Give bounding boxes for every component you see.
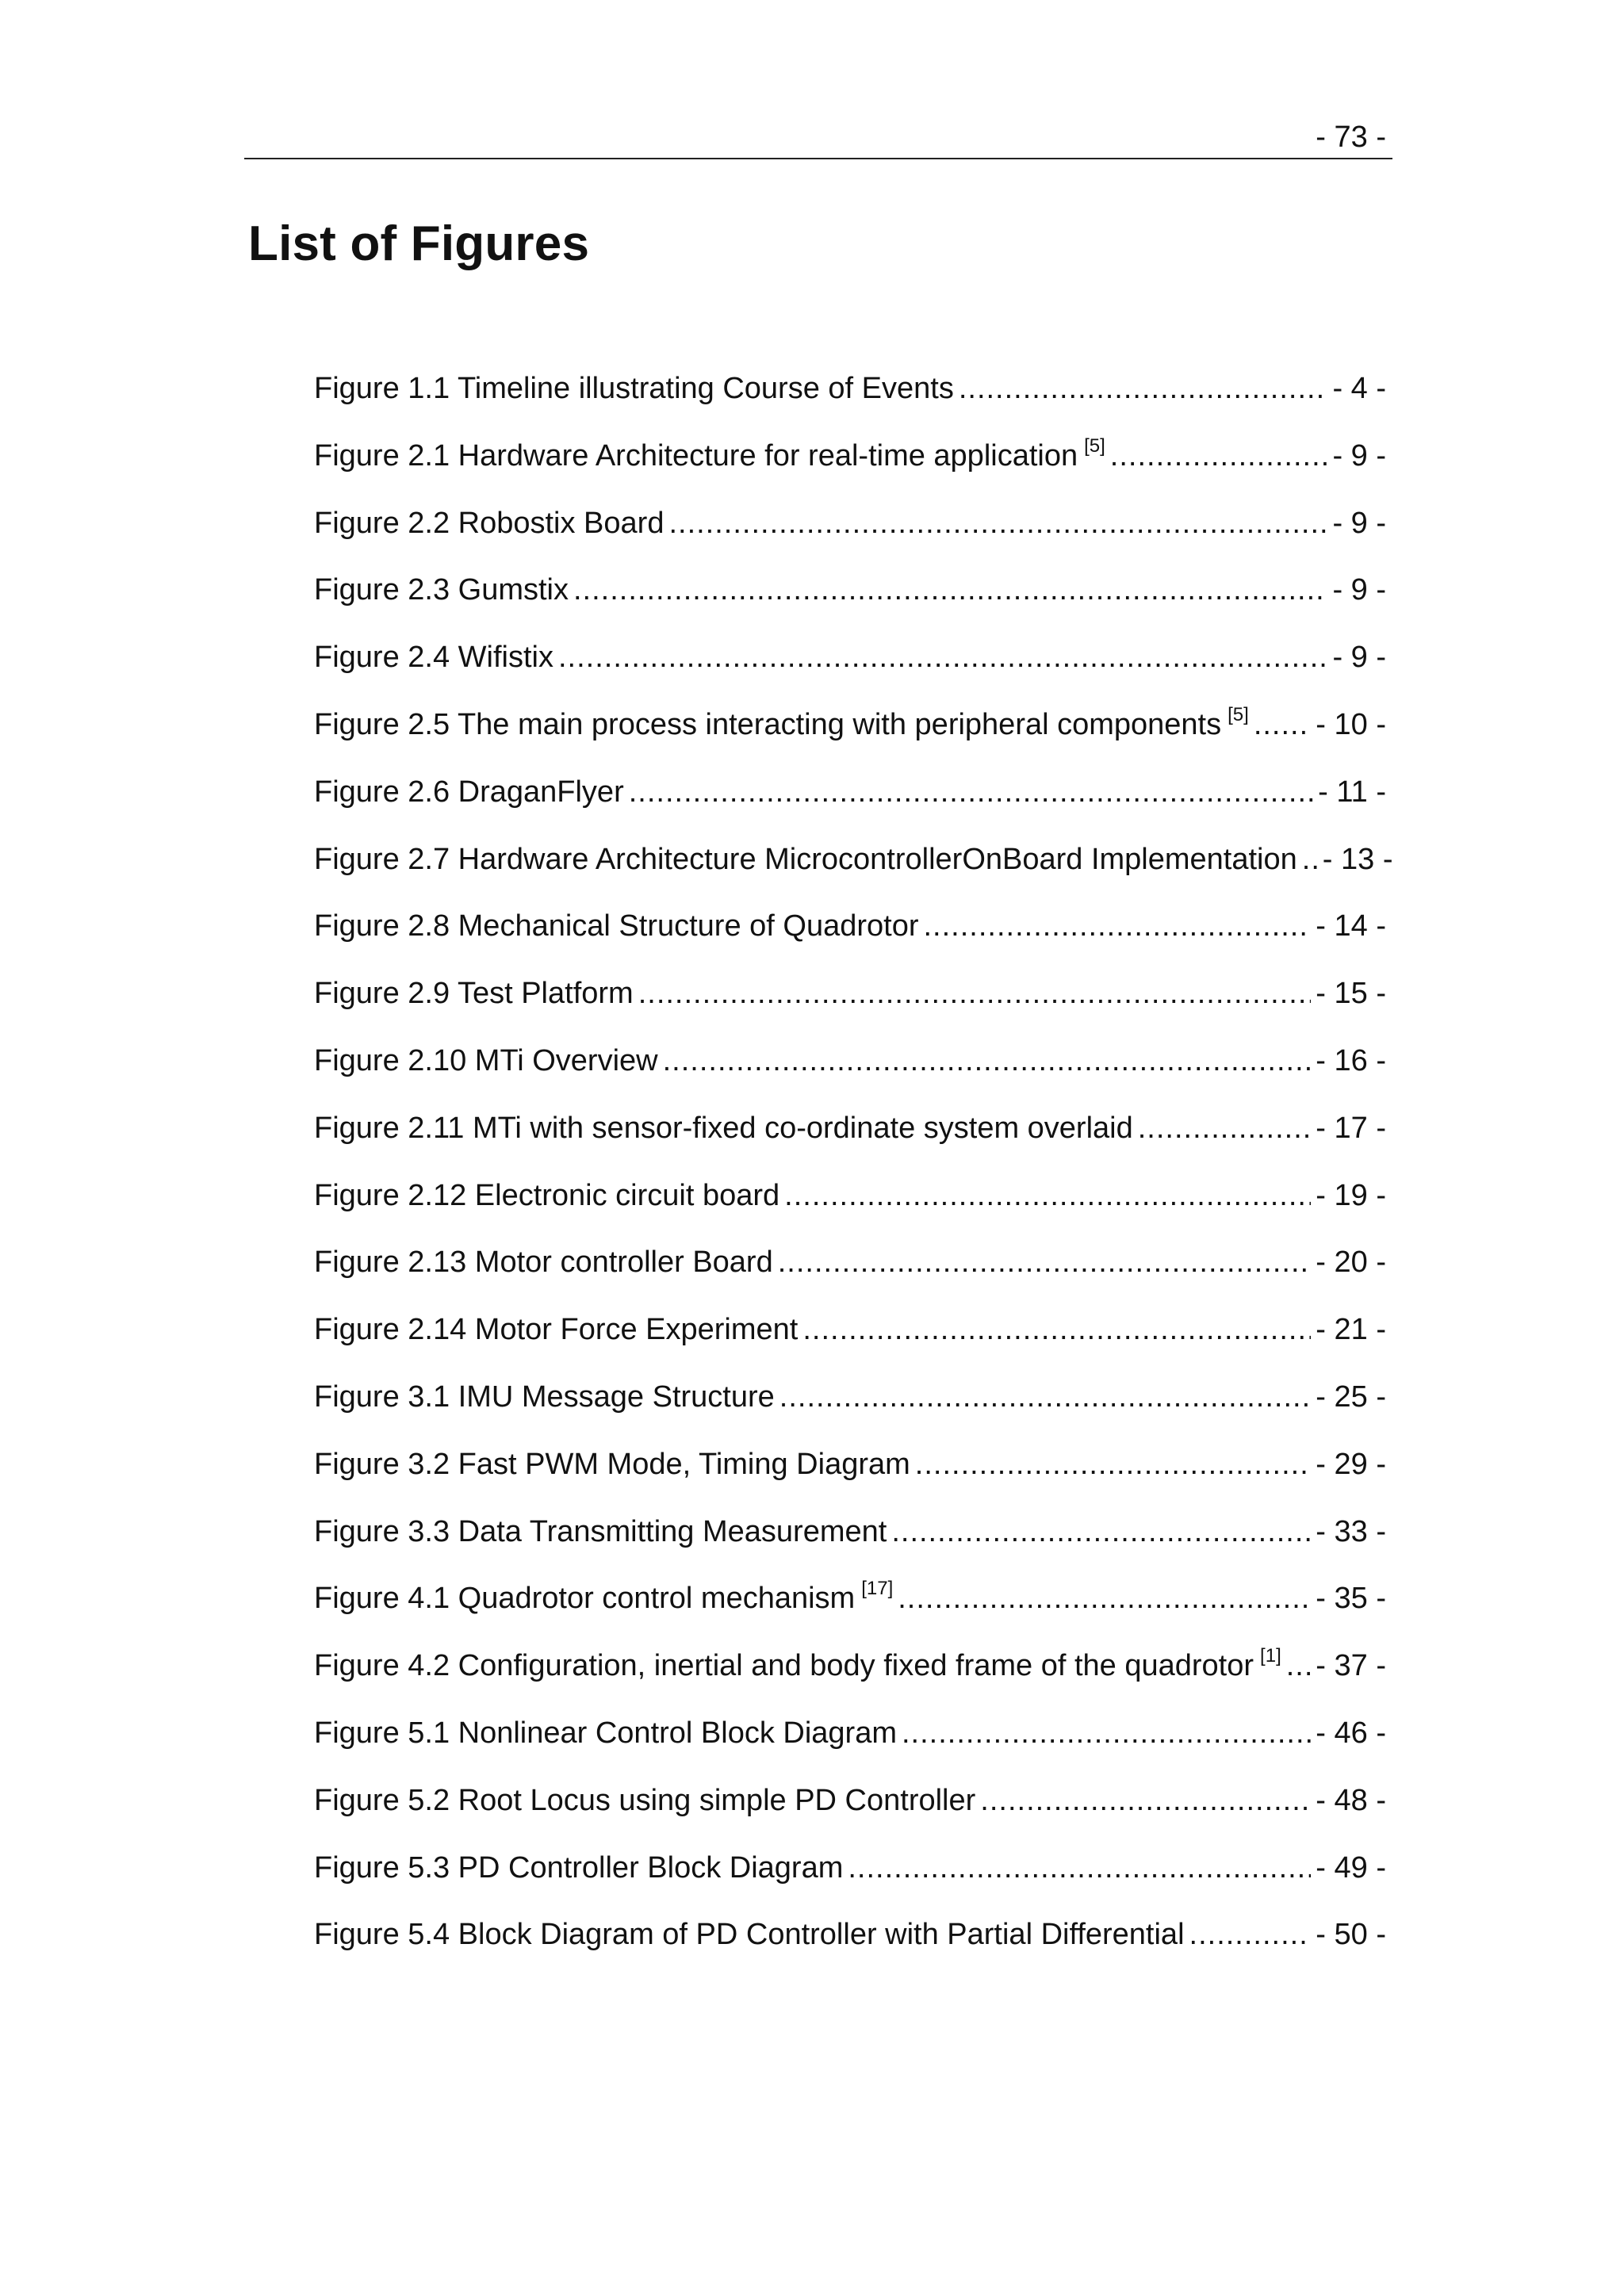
figure-caption-text: Figure 3.1 IMU Message Structure [314, 1380, 775, 1414]
figure-caption-text: Figure 4.2 Configuration, inertial and body fixed frame of the quadrotor [314, 1649, 1254, 1683]
figure-caption [314, 1303, 798, 1356]
dot-leader [784, 1169, 1311, 1222]
figure-caption-text: Figure 2.13 Motor controller Board [314, 1246, 773, 1280]
dot-leader [663, 1035, 1312, 1087]
figure-entry[interactable] [314, 833, 1393, 901]
figure-page-number: - 50 - [1316, 1918, 1386, 1952]
figure-entry[interactable] [314, 1908, 1386, 1976]
figure-caption-text: Figure 2.5 The main process interacting with peripheral components [314, 707, 1222, 741]
figure-page-number: - 37 - [1316, 1649, 1386, 1683]
figure-entry[interactable] [314, 362, 1386, 430]
figure-page-number: - 15 - [1316, 977, 1386, 1011]
figure-entry[interactable] [314, 1506, 1386, 1573]
figure-entry[interactable] [314, 1774, 1386, 1842]
dot-leader [891, 1506, 1311, 1558]
figure-caption [314, 1640, 1281, 1692]
figure-entry[interactable] [314, 631, 1386, 698]
figure-caption-text: Figure 3.3 Data Transmitting Measurement [314, 1514, 887, 1548]
figure-page-number: - 48 - [1316, 1783, 1386, 1817]
figure-caption-text: Figure 2.3 Gumstix [314, 573, 569, 607]
figure-caption [314, 1506, 887, 1558]
figure-caption-text: Figure 2.2 Robostix Board [314, 506, 665, 540]
citation-reference: [1] [1260, 1645, 1281, 1667]
figure-page-number: - 9 - [1332, 438, 1386, 473]
figure-caption-text: Figure 2.14 Motor Force Experiment [314, 1313, 799, 1347]
figure-entry[interactable] [314, 1371, 1386, 1438]
figure-entry[interactable] [314, 1303, 1386, 1371]
figure-caption-text: Figure 2.11 MTi with sensor-fixed co-ordinate system overlaid [314, 1111, 1133, 1145]
figure-caption [314, 1774, 975, 1827]
dot-leader [959, 362, 1328, 415]
figure-page-number: - 10 - [1316, 707, 1386, 741]
figure-entry[interactable] [314, 1572, 1386, 1640]
figure-entry[interactable] [314, 1438, 1386, 1506]
figure-caption [314, 1102, 1133, 1154]
figure-entry[interactable] [314, 1035, 1386, 1102]
dot-leader [1286, 1640, 1312, 1692]
figure-caption [314, 1035, 658, 1087]
figure-page-number: - 35 - [1316, 1582, 1386, 1616]
figure-entry[interactable] [314, 1236, 1386, 1303]
figure-entry[interactable] [314, 1707, 1386, 1774]
figure-page-number: - 9 - [1332, 573, 1386, 607]
figure-page-number: - 9 - [1332, 641, 1386, 675]
figure-page-number: - 16 - [1316, 1043, 1386, 1077]
figure-caption [314, 1371, 775, 1423]
figure-entry[interactable] [314, 430, 1386, 497]
figure-page-number: - 20 - [1316, 1246, 1386, 1280]
figure-caption [314, 1169, 779, 1222]
figure-caption-text: Figure 5.2 Root Locus using simple PD Controller [314, 1783, 976, 1817]
dot-leader [1189, 1908, 1312, 1961]
figure-entry[interactable] [314, 1102, 1386, 1169]
figure-page-number: - 25 - [1316, 1380, 1386, 1414]
figure-caption [314, 564, 569, 616]
page-number: - 73 - [1316, 121, 1386, 154]
figure-caption [314, 833, 1297, 886]
figure-caption-text: Figure 2.8 Mechanical Structure of Quadrotor [314, 909, 919, 943]
figure-caption [314, 1908, 1185, 1961]
figure-caption-text: Figure 4.1 Quadrotor control mechanism [314, 1582, 856, 1616]
figure-caption [314, 698, 1249, 751]
figure-page-number: - 19 - [1316, 1178, 1386, 1212]
dot-leader [848, 1842, 1311, 1894]
citation-reference: [5] [1084, 434, 1105, 457]
figure-page-number: - 4 - [1332, 372, 1386, 405]
figure-page-number: - 11 - [1318, 775, 1386, 809]
figure-entry[interactable] [314, 900, 1386, 967]
figure-caption-text: Figure 3.2 Fast PWM Mode, Timing Diagram [314, 1447, 910, 1481]
dot-leader [1302, 833, 1318, 886]
dot-leader [638, 967, 1312, 1020]
dot-leader [802, 1303, 1311, 1356]
figure-caption-text: Figure 2.1 Hardware Architecture for real-time application [314, 438, 1078, 473]
figure-page-number: - 46 - [1316, 1716, 1386, 1750]
figure-caption-text: Figure 1.1 Timeline illustrating Course of Events [314, 372, 954, 405]
figure-page-number: - 14 - [1316, 909, 1386, 943]
page-title: List of Figures [248, 216, 590, 271]
dot-leader [629, 766, 1313, 818]
figure-caption [314, 631, 553, 683]
dot-leader [558, 631, 1327, 683]
figure-caption [314, 1438, 910, 1490]
figure-entry[interactable] [314, 497, 1386, 564]
dot-leader [902, 1707, 1311, 1759]
figure-entry[interactable] [314, 1640, 1386, 1707]
figure-caption-text: Figure 5.3 PD Controller Block Diagram [314, 1850, 844, 1885]
figure-page-number: - 13 - [1322, 842, 1393, 876]
figure-caption [314, 1572, 893, 1624]
figure-entry[interactable] [314, 1169, 1386, 1237]
citation-reference: [17] [861, 1578, 894, 1600]
figure-caption [314, 430, 1105, 482]
figure-caption [314, 967, 634, 1020]
figure-entry[interactable] [314, 766, 1386, 833]
dot-leader [573, 564, 1327, 616]
figure-page-number: - 49 - [1316, 1850, 1386, 1885]
figure-caption [314, 1236, 773, 1288]
dot-leader [915, 1438, 1312, 1490]
figure-entry[interactable] [314, 564, 1386, 631]
figure-caption [314, 1707, 897, 1759]
figure-caption [314, 900, 919, 952]
figure-caption [314, 1842, 843, 1894]
dot-leader [778, 1236, 1312, 1288]
dot-leader [898, 1572, 1311, 1624]
figure-entry[interactable] [314, 1842, 1386, 1909]
figure-page-number: - 9 - [1332, 506, 1386, 540]
figure-list [314, 362, 1393, 1976]
figure-caption-text: Figure 2.9 Test Platform [314, 977, 634, 1011]
figure-caption [314, 766, 624, 818]
dot-leader [779, 1371, 1312, 1423]
header-rule [244, 158, 1392, 159]
dot-leader [668, 497, 1327, 549]
figure-page-number: - 21 - [1316, 1313, 1386, 1347]
citation-reference: [5] [1228, 703, 1249, 725]
figure-caption-text: Figure 5.1 Nonlinear Control Block Diagram [314, 1716, 897, 1750]
figure-page-number: - 33 - [1316, 1514, 1386, 1548]
figure-caption-text: Figure 2.12 Electronic circuit board [314, 1178, 780, 1212]
figure-caption [314, 497, 664, 549]
figure-caption [314, 362, 954, 415]
dot-leader [1254, 698, 1311, 751]
figure-caption-text: Figure 2.7 Hardware Architecture MicrocontrollerOnBoard Implementation [314, 842, 1297, 876]
figure-caption-text: Figure 2.10 MTi Overview [314, 1043, 658, 1077]
dot-leader [1138, 1102, 1312, 1154]
figure-entry[interactable] [314, 698, 1386, 766]
dot-leader [924, 900, 1312, 952]
figure-caption-text: Figure 2.4 Wifistix [314, 641, 553, 675]
dot-leader [980, 1774, 1311, 1827]
dot-leader [1110, 430, 1328, 482]
figure-caption-text: Figure 5.4 Block Diagram of PD Controller with Partial Differential [314, 1918, 1185, 1952]
figure-page-number: - 17 - [1316, 1111, 1386, 1145]
figure-caption-text: Figure 2.6 DraganFlyer [314, 775, 624, 809]
figure-page-number: - 29 - [1316, 1447, 1386, 1481]
figure-entry[interactable] [314, 967, 1386, 1035]
